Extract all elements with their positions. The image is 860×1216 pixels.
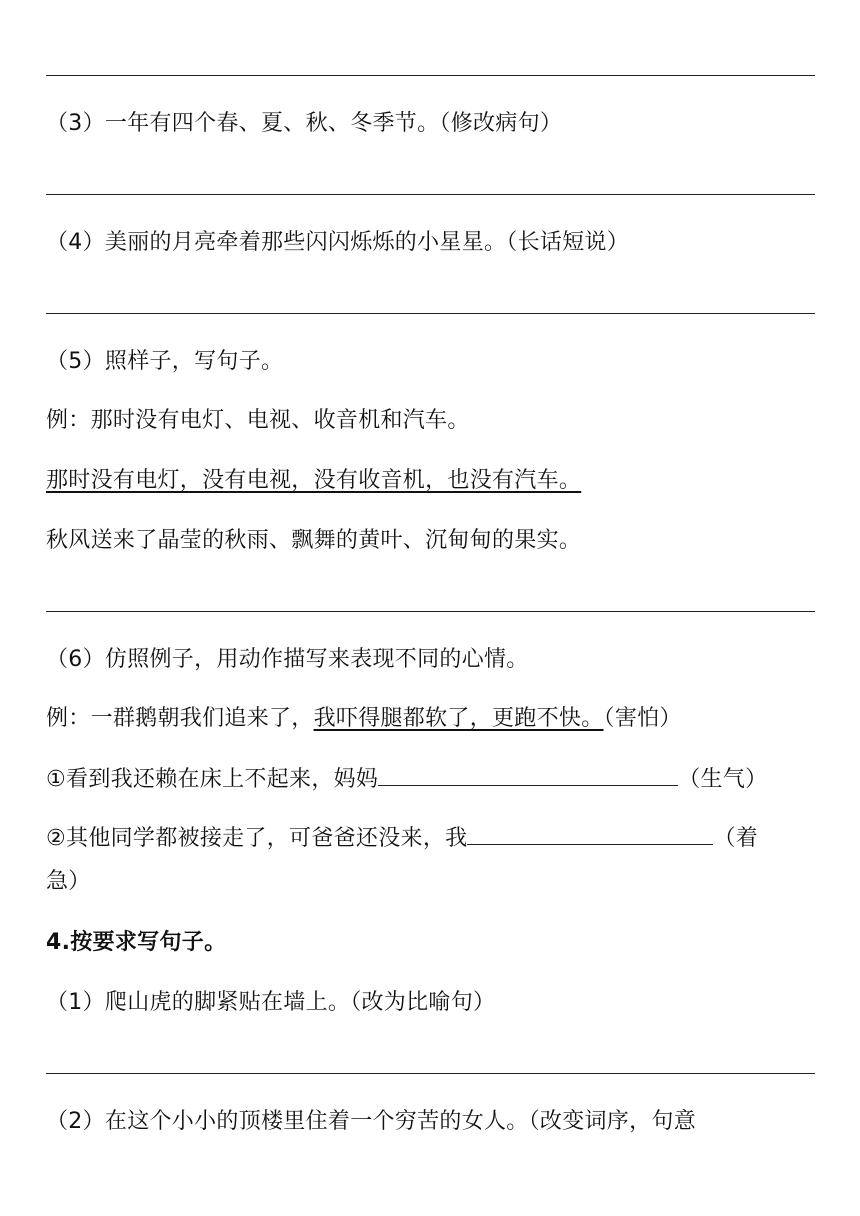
answer-line-3 [46,194,815,195]
question-6-example [46,703,682,735]
section-4-title: 4.按要求写句子。 [46,930,227,955]
example-mood: （害怕） [603,706,682,731]
question-6-item-2 [46,822,758,855]
item-2-text: ②其他同学都被接走了，可爸爸还没来，我 [46,826,468,851]
question-5-model-answer: 那时没有电灯，没有电视，没有收音机，也没有汽车。 [46,468,582,493]
question-3: （3）一年有四个春、夏、秋、冬季节。（修改病句） [46,111,563,136]
question-5-title: （5）照样子，写句子。 [46,349,284,374]
question-5-task: 秋风送来了晶莹的秋雨、飘舞的黄叶、沉甸甸的果实。 [46,528,582,553]
fill-blank-1[interactable] [378,763,678,786]
answer-line-s4-1 [46,1073,815,1074]
answer-line-top [46,75,815,76]
item-2-mood-a: （着 [713,826,759,851]
fill-blank-2[interactable] [467,822,713,845]
question-4: （4）美丽的月亮牵着那些闪闪烁烁的小星星。（长话短说） [46,230,630,255]
question-6-item-1 [46,763,767,796]
item-1-text: ①看到我还赖在床上不起来，妈妈 [46,767,379,792]
answer-line-4 [46,313,815,314]
item-1-mood: （生气） [678,767,768,792]
section-4-question-1: （1）爬山虎的脚紧贴在墙上。（改为比喻句） [46,990,496,1015]
question-6-title: （6）仿照例子，用动作描写来表现不同的心情。 [46,647,529,672]
question-5-example: 例：那时没有电灯、电视、收音机和汽车。 [46,408,470,433]
answer-line-5 [46,611,815,612]
example-prefix: 例：一群鹅朝我们追来了， [46,706,314,731]
question-6-item-2-continued: 急） [46,869,91,894]
example-underlined: 我吓得腿都软了，更跑不快。 [313,706,604,731]
section-4-question-2: （2）在这个小小的顶楼里住着一个穷苦的女人。（改变词序，句意 [46,1109,696,1134]
